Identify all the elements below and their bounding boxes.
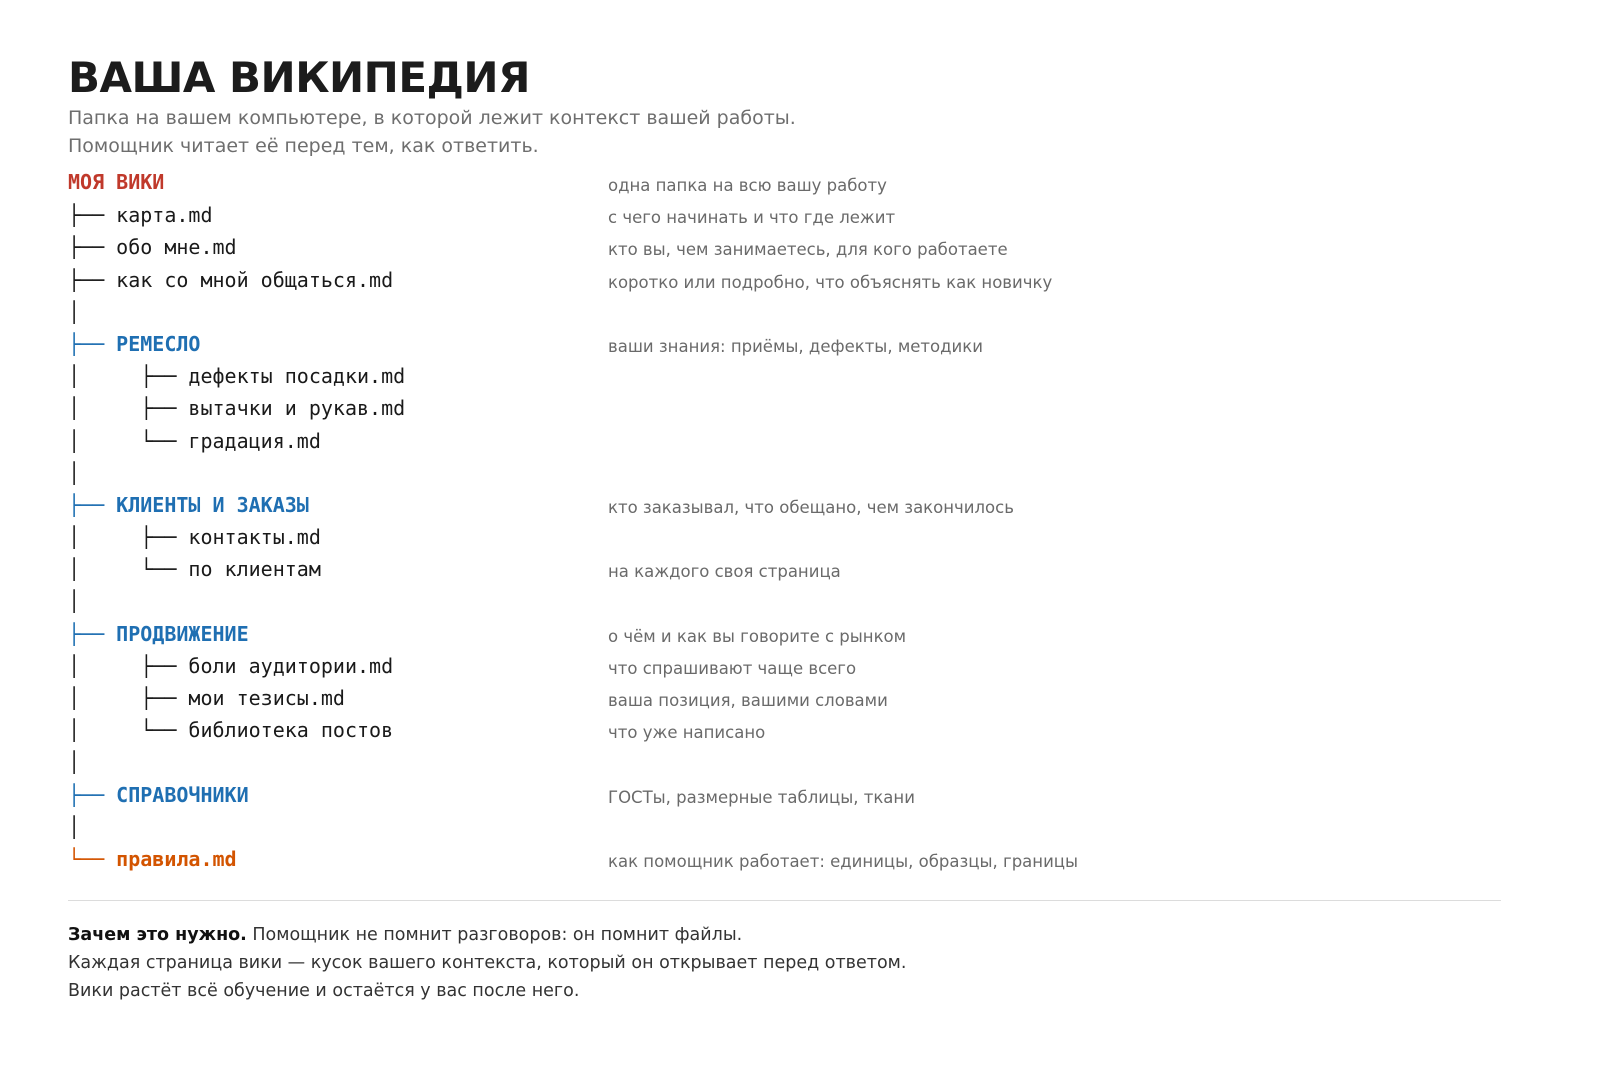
footer-lead-rest: Помощник не помнит разговоров: он помнит файлы. [246,925,743,945]
subtitle-line: Помощник читает её перед тем, как ответить. [68,135,539,157]
tree-entry [68,746,80,778]
tree-entry [68,360,405,392]
file-name: карта.md [116,203,213,228]
tree-branch-lines: │ ├── [68,364,189,389]
file-name: мои тезисы.md [188,686,345,710]
tree-branch-lines: │ └── [68,428,189,453]
tree-branch-lines: ├── [68,782,117,807]
tree-branch-lines: │ └── [68,557,189,582]
tree-branch-lines: ├── [68,267,117,292]
item-description: что спрашивают чаще всего [608,658,857,678]
tree-item-folder [68,618,1508,650]
tree-item-file [68,714,1508,746]
item-description: о чём и как вы говорите с рынком [608,626,907,646]
tree-branch-lines: │ └── [68,718,189,743]
tree-entry [68,811,80,843]
item-description: как помощник работает: единицы, образцы, границы [608,851,1079,871]
tree-branch-lines: │ [68,750,81,775]
tree-item-file [68,392,1508,424]
file-name: вытачки и рукав.md [188,396,406,421]
tree-item-file [68,199,1508,231]
file-name: контакты.md [188,525,321,550]
tree-branch-lines: ├── [68,331,117,356]
tree-branch-lines: │ ├── [68,525,189,550]
tree-entry [68,650,393,682]
tree-item-root [68,167,1508,199]
tree-branch-lines: │ ├── [68,686,189,710]
tree-entry [68,682,345,714]
tree-item-file [68,521,1508,553]
tree-item-rules [68,843,1508,875]
tree-branch-lines: ├── [68,235,117,260]
tree-entry [68,843,237,875]
file-name: правила.md [116,846,237,871]
file-name: по клиентам [188,557,321,582]
folder-name: ПРОДВИЖЕНИЕ [116,621,249,646]
tree-connector-row [68,746,1508,778]
divider [68,900,1501,901]
item-description: коротко или подробно, что объяснять как новичку [608,272,1053,292]
tree-entry [68,296,80,328]
tree-item-folder [68,489,1508,521]
tree-entry [68,264,393,296]
tree-item-file [68,553,1508,585]
tree-entry [68,231,237,263]
folder-name: СПРАВОЧНИКИ [116,782,249,807]
item-description: ГОСТы, размерные таблицы, ткани [608,787,915,807]
folder-tree [68,167,1508,875]
tree-branch-lines: ├── [68,492,117,517]
tree-branch-lines: ├── [68,203,117,228]
tree-entry [68,425,321,457]
tree-entry [68,328,200,360]
tree-branch-lines: │ ├── [68,653,189,678]
tree-entry [68,489,309,521]
tree-connector-row [68,811,1508,843]
tree-item-file [68,231,1508,263]
footer-line: Каждая страница вики — кусок вашего контекста, который он открывает перед ответом. [68,953,907,973]
tree-entry [68,521,321,553]
tree-item-file [68,360,1508,392]
tree-entry [68,714,393,746]
folder-name: РЕМЕСЛО [116,331,201,356]
file-name: библиотека постов [188,718,394,743]
tree-item-file [68,425,1508,457]
tree-entry [68,167,164,197]
file-name: дефекты посадки.md [188,364,406,389]
tree-entry [68,199,213,231]
item-description: одна папка на всю вашу работу [608,176,887,195]
tree-item-file [68,264,1508,296]
tree-item-folder [68,779,1508,811]
footer-lead: Зачем это нужно. [68,925,247,945]
tree-branch-lines: │ ├── [68,396,189,421]
tree-connector-row [68,457,1508,489]
tree-entry [68,457,80,489]
item-description: ваши знания: приёмы, дефекты, методики [608,336,983,356]
tree-entry [68,553,321,585]
tree-entry [68,618,249,650]
file-name: как со мной общаться.md [116,267,394,292]
item-description: с чего начинать и что где лежит [608,208,896,228]
footer-line: Вики растёт всё обучение и остаётся у вас после него. [68,981,580,1001]
tree-entry [68,779,249,811]
tree-connector-row [68,296,1508,328]
page-subtitle [68,104,796,160]
footer-note [68,921,906,1005]
tree-branch-lines: └── [68,846,117,871]
file-name: обо мне.md [116,235,237,260]
item-description: на каждого своя страница [608,562,841,582]
tree-entry [68,585,80,617]
item-description: кто вы, чем занимаетесь, для кого работаете [608,240,1008,260]
tree-branch-lines: │ [68,299,81,324]
tree-branch-lines: │ [68,460,81,485]
subtitle-line: Папка на вашем компьютере, в которой лежит контекст вашей работы. [68,107,796,129]
page-title: ВАША ВИКИПЕДИЯ [68,53,530,102]
tree-item-folder [68,328,1508,360]
file-name: боли аудитории.md [188,653,394,678]
item-description: что уже написано [608,723,766,743]
tree-item-file [68,682,1508,714]
tree-connector-row [68,585,1508,617]
tree-entry [68,392,405,424]
item-description: ваша позиция, вашими словами [608,691,888,710]
tree-item-file [68,650,1508,682]
tree-branch-lines: │ [68,589,81,614]
tree-branch-lines: │ [68,814,81,839]
folder-name: МОЯ ВИКИ [68,170,165,194]
tree-branch-lines: ├── [68,621,117,646]
folder-name: КЛИЕНТЫ И ЗАКАЗЫ [116,492,309,517]
file-name: градация.md [188,428,321,453]
item-description: кто заказывал, что обещано, чем закончилось [608,497,1014,517]
